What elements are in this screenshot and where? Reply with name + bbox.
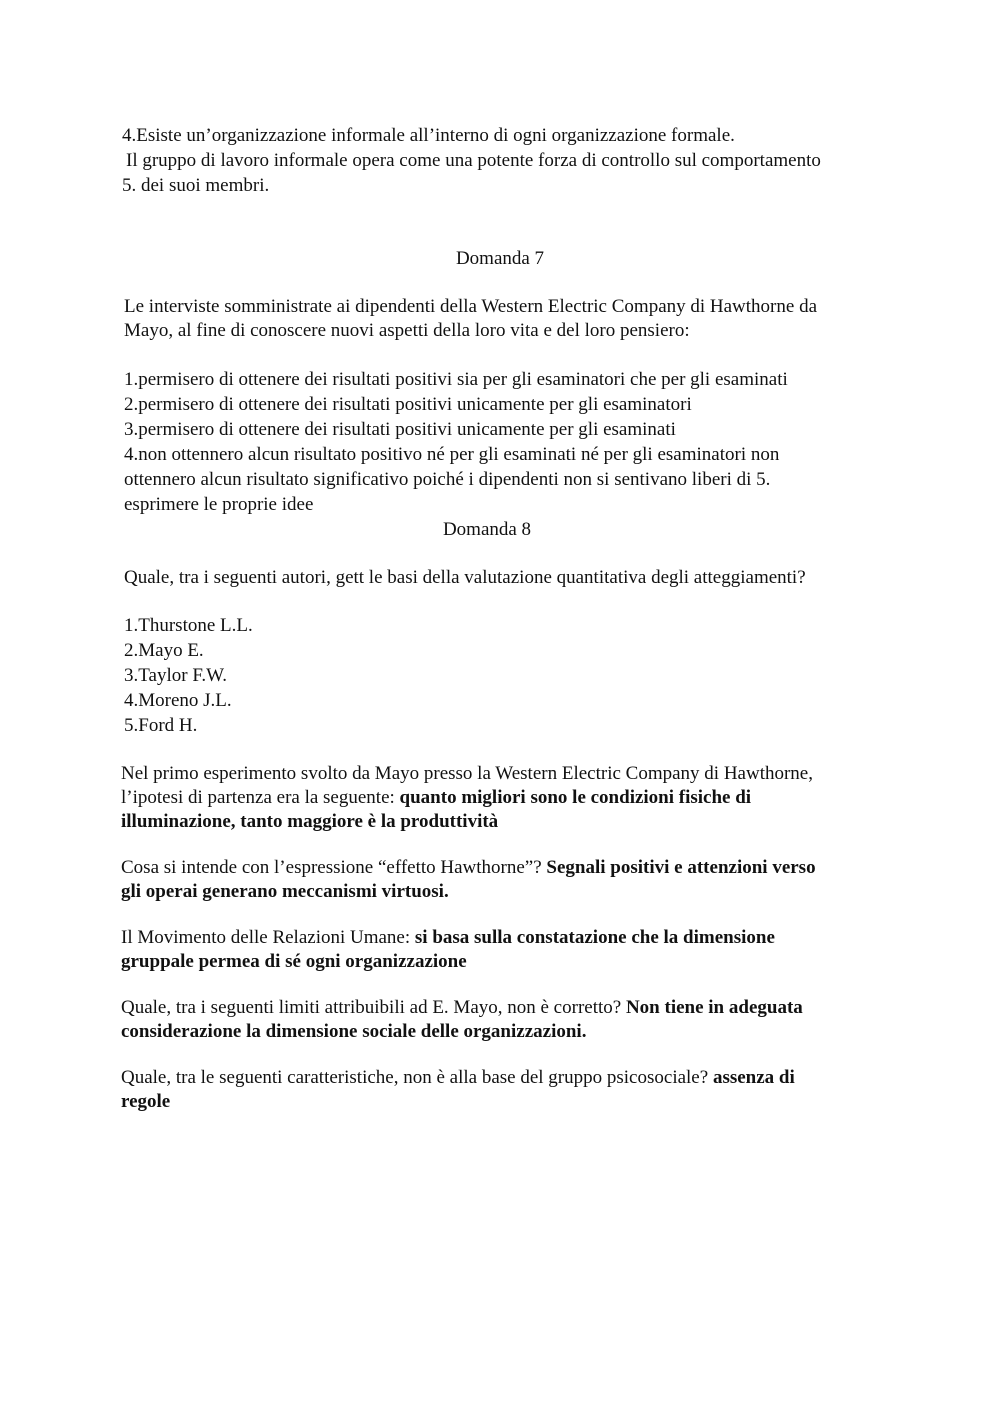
qa-3-line-1 bbox=[121, 926, 775, 951]
qa-3-answer: si basa sulla constatazione che la dimensione bbox=[414, 927, 775, 948]
qa-2-answer-line-2: gli operai generano meccanismi virtuosi. bbox=[121, 881, 449, 902]
question-7-heading: Domanda 7 bbox=[455, 248, 545, 269]
qa-1-question: Nel primo esperimento svolto da Mayo presso la Western Electric Company di Hawthorne, bbox=[121, 763, 813, 784]
list-item-4: 4.Esiste un’organizzazione informale all’interno di ogni organizzazione formale. bbox=[122, 125, 735, 146]
question-7-text-line-1: Le interviste somministrate ai dipendenti della Western Electric Company di Hawthorne da bbox=[124, 296, 817, 317]
question-7-option: 4.non ottennero alcun risultato positivo né per gli esaminati né per gli esaminatori non bbox=[124, 444, 780, 465]
qa-2-question: Cosa si intende con l’espressione “effetto Hawthorne”? bbox=[121, 857, 547, 878]
qa-1-line-1 bbox=[121, 762, 813, 787]
question-8-option: 1.Thurstone L.L. bbox=[124, 615, 253, 636]
qa-5-question: Quale, tra le seguenti caratteristiche, non è alla base del gruppo psicosociale? bbox=[121, 1067, 713, 1088]
qa-5-answer-line-2: regole bbox=[121, 1091, 171, 1112]
question-8-option: 3.Taylor F.W. bbox=[124, 665, 228, 686]
question-8-heading: Domanda 8 bbox=[442, 519, 532, 540]
qa-4-answer-line-2: considerazione la dimensione sociale delle organizzazioni. bbox=[121, 1021, 587, 1042]
qa-1-answer: quanto migliori sono le condizioni fisiche di bbox=[399, 787, 752, 808]
question-8-option: 4.Moreno J.L. bbox=[124, 690, 232, 711]
qa-1-line-2 bbox=[121, 786, 751, 811]
qa-1-answer-line-2: illuminazione, tanto maggiore è la produttività bbox=[121, 811, 499, 832]
question-7-option: 3.permisero di ottenere dei risultati positivi unicamente per gli esaminati bbox=[124, 419, 676, 440]
list-item-5-line-2: 5. dei suoi membri. bbox=[122, 175, 270, 196]
qa-2-line-1 bbox=[121, 856, 816, 881]
question-7-option: ottennero alcun risultato significativo poiché i dipendenti non si sentivano liberi di 5. bbox=[124, 469, 771, 490]
qa-2-answer: Segnali positivi e attenzioni verso bbox=[546, 857, 816, 878]
question-7-text-line-2: Mayo, al fine di conoscere nuovi aspetti della loro vita e del loro pensiero: bbox=[124, 320, 690, 341]
question-8-option: 2.Mayo E. bbox=[124, 640, 204, 661]
qa-4-line-1 bbox=[121, 996, 803, 1021]
qa-5-answer: assenza di bbox=[712, 1067, 795, 1088]
question-7-option: 2.permisero di ottenere dei risultati positivi unicamente per gli esaminatori bbox=[124, 394, 692, 415]
question-7-option: 1.permisero di ottenere dei risultati positivi sia per gli esaminatori che per gli esaminati bbox=[124, 369, 788, 390]
list-item-5-line-1: Il gruppo di lavoro informale opera come una potente forza di controllo sul comportamento bbox=[126, 150, 821, 171]
qa-3-question: Il Movimento delle Relazioni Umane: bbox=[121, 927, 415, 948]
qa-5-line-1 bbox=[121, 1066, 795, 1091]
question-8-text: Quale, tra i seguenti autori, gett le basi della valutazione quantitativa degli atteggiamenti? bbox=[124, 567, 806, 588]
qa-4-question: Quale, tra i seguenti limiti attribuibili ad E. Mayo, non è corretto? bbox=[121, 997, 626, 1018]
qa-1-question-end: l’ipotesi di partenza era la seguente: bbox=[121, 787, 400, 808]
qa-4-answer: Non tiene in adeguata bbox=[625, 997, 803, 1018]
question-7-option: esprimere le proprie idee bbox=[124, 494, 314, 515]
question-8-option: 5.Ford H. bbox=[124, 715, 198, 736]
qa-3-answer-line-2: gruppale permea di sé ogni organizzazione bbox=[121, 951, 467, 972]
